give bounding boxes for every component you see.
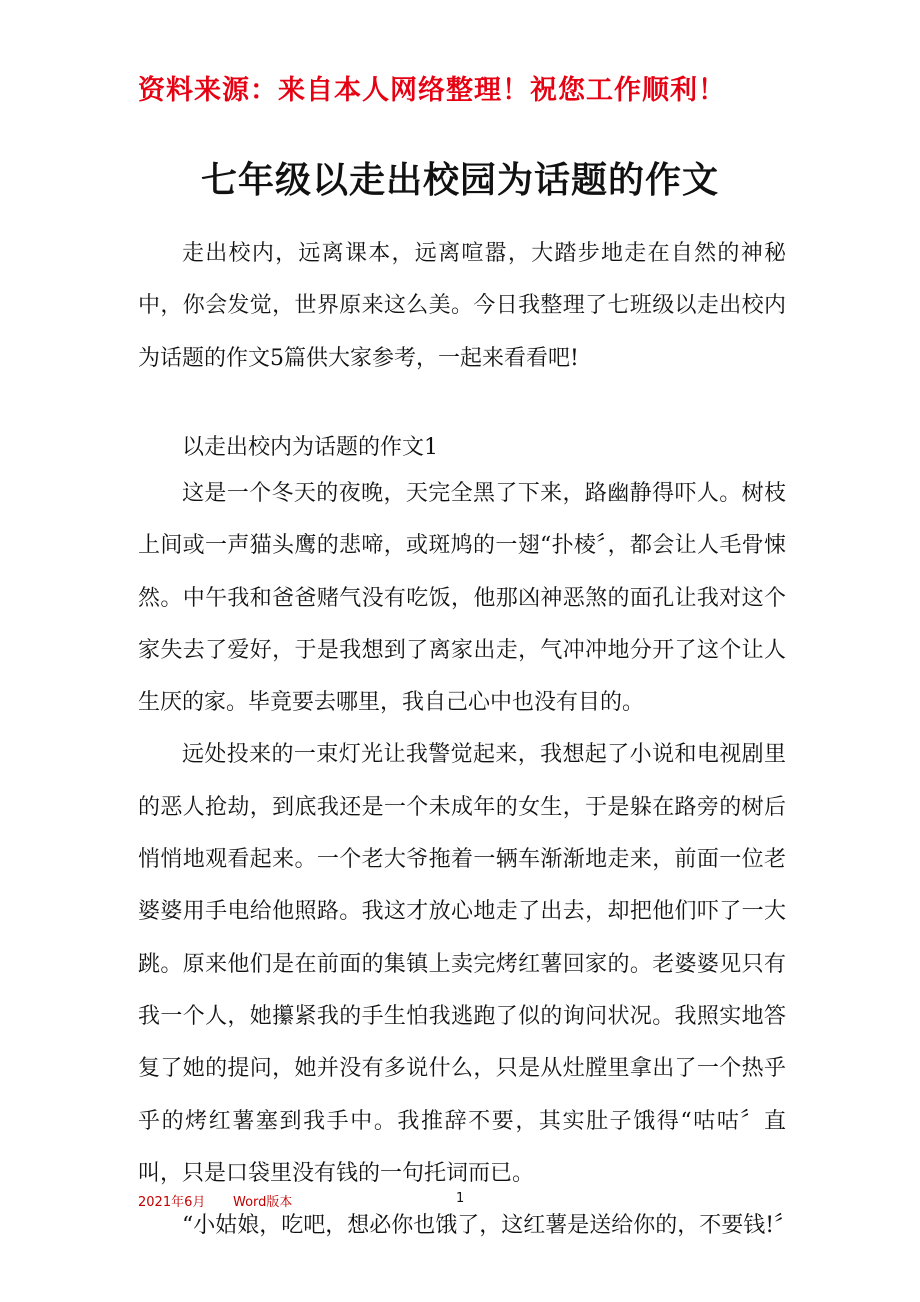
section-heading: 以走出校内为话题的作文1 xyxy=(182,435,438,460)
intro-paragraph: 走出校内，远离课本，远离喧嚣，大踏步地走在自然的神秘中，你会发觉，世界原来这么美。今日我整理了七班级以走出校内为话题的作文5篇供大家参考，一起来看看吧! xyxy=(138,241,786,371)
intro-block xyxy=(138,228,786,385)
footer-date: 2021年6月 xyxy=(138,1195,206,1210)
document-title: 七年级以走出校园为话题的作文 xyxy=(200,159,719,201)
essay-paragraph: 远处投来的一束灯光让我警觉起来，我想起了小说和电视剧里的恶人抢劫，到底我还是一个未成年的女生，于是躲在路旁的树后悄悄地观看起来。一个老大爷拖着一辆车渐渐地走来，前面一位老婆婆用手电给他照路。我这才放心地走了出去，却把他们吓了一大跳。原来他们是在前面的集镇上卖完烤红薯回家的。老婆婆见只有我一个人，她攥紧我的手生怕我逃跑了似的询问状况。我照实地答复了她的提问，她并没有多说什么，只是从灶膛里拿出了一个热乎乎的烤红薯塞到我手中。我推辞不要，其实肚子饿得“咕咕〞直叫，只是口袋里没有钱的一句托词而已。 xyxy=(138,742,786,1186)
essay-body xyxy=(138,468,797,1252)
essay-paragraph: 这是一个冬天的夜晚，天完全黑了下来，路幽静得吓人。树枝上间或一声猫头鹰的悲啼，或斑鸠的一翅“扑棱〞，都会让人毛骨悚然。中午我和爸爸赌气没有吃饭，他那凶神恶煞的面孔让我对这个家失去了爱好，于是我想到了离家出走，气冲冲地分开了这个让人生厌的家。毕竟要去哪里，我自己心中也没有目的。 xyxy=(138,481,786,716)
footer-page-number: 1 xyxy=(456,1191,465,1206)
essay-paragraph: “小姑娘，吃吧，想必你也饿了，这红薯是送给你的，不要钱!〞 xyxy=(182,1213,797,1239)
source-notice: 资料来源：来自本人网络整理！祝您工作顺利！ xyxy=(138,75,726,106)
footer-version: Word版本 xyxy=(233,1195,293,1210)
